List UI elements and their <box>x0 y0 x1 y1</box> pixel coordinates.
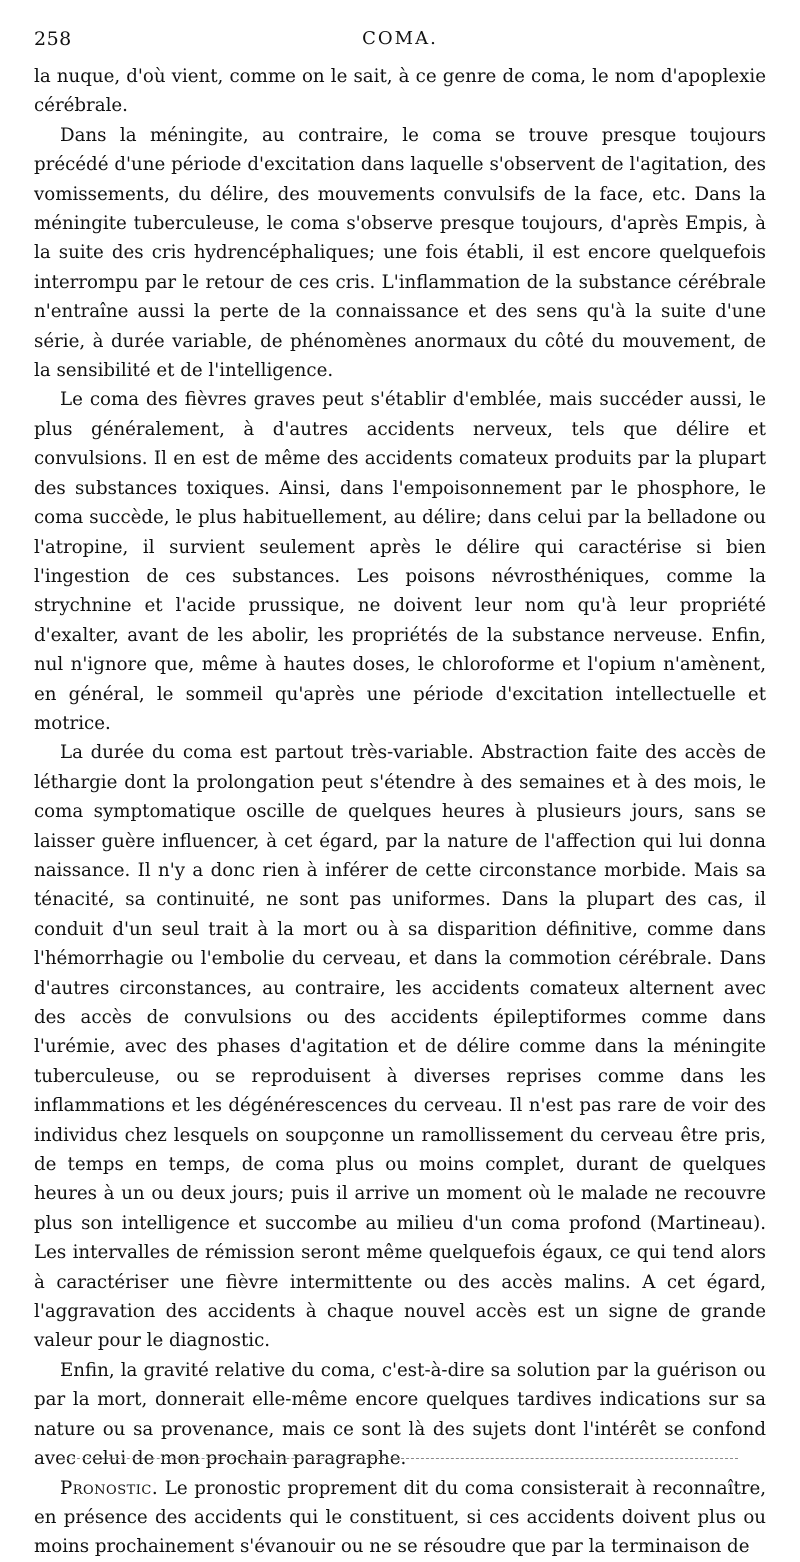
paragraph-continuation <box>34 62 766 121</box>
section-heading-pronostic: Pronostic. <box>60 1477 159 1499</box>
paragraph-gravite <box>34 1356 766 1474</box>
body-text <box>34 62 766 1562</box>
paragraph-text: Le pronostic proprement dit du coma consisterait à reconnaître, en présence des accidents qui le constituent, si ces accidents doivent plus ou moins prochainement s'évanouir ou ne se résoudre que par la terminaison de <box>34 1477 766 1558</box>
paragraph-text: Enfin, la gravité relative du coma, c'est-à-dire sa solution par la guérison ou par la mort, donnerait elle-même encore quelques tardives indications sur sa nature ou sa provenance, mais ce sont là des sujets dont l'intérêt se confond avec celui de mon prochain paragraphe. <box>34 1359 766 1470</box>
paragraph-text: La durée du coma est partout très-variable. Abstraction faite des accès de léthargie dont la prolongation peut s'étendre à des semaines et à des mois, le coma symptomatique oscille de quelques heures à plusieurs jours, sans se laisser guère influencer, à cet égard, par la nature de l'affection qui lui donna naissance. Il n'y a donc rien à inférer de cette circonstance morbide. Mais sa ténacité, sa continuité, ne sont pas uniformes. Dans la plupart des cas, il conduit d'un seul trait à la mort ou à sa disparition définitive, comme dans l'hémorrhagie ou l'embolie du cerveau, et dans la commotion cérébrale. Dans d'autres circonstances, au contraire, les accidents comateux alternent avec des accès de convulsions ou des accidents épileptiformes comme dans l'urémie, avec des phases d'agitation et de délire comme dans la méningite tuberculeuse, ou se reproduisent à diverses reprises comme dans les inflammations et les dégénérescences du cerveau. Il n'est pas rare de voir des individus chez lesquels on soupçonne un ramollissement du cerveau être pris, de temps en temps, de coma plus ou moins complet, durant de quelques heures à un ou deux jours; puis il arrive un moment où le malade ne recouvre plus son intelligence et succombe au milieu d'un coma profond (Martineau). Les intervalles de rémission seront même quelquefois égaux, ce qui tend alors à caractériser une fièvre intermittente ou des accès malins. A cet égard, l'aggravation des accidents à chaque nouvel accès est un signe de grande valeur pour le diagnostic. <box>34 742 766 1352</box>
running-title: COMA. <box>362 28 438 49</box>
page-number: 258 <box>34 28 72 50</box>
paragraph-pronostic <box>34 1474 766 1562</box>
paragraph-text: Le coma des fièvres graves peut s'établir d'emblée, mais succéder aussi, le plus généralement, à d'autres accidents nerveux, tels que délire et convulsions. Il en est de même des accidents comateux produits par la plupart des substances toxiques. Ainsi, dans l'empoisonnement par le phosphore, le coma succède, le plus habituellement, au délire; dans celui par la belladone ou l'atropine, il survient seulement après le délire qui caractérise si bien l'ingestion de ces substances. Les poisons névrosthéniques, comme la strychnine et l'acide prussique, ne doivent leur nom qu'à leur propriété d'exalter, avant de les abolir, les propriétés de la substance nerveuse. Enfin, nul n'ignore que, même à hautes doses, le chloroforme et l'opium n'amènent, en général, le sommeil qu'après une période d'excitation intellectuelle et motrice. <box>34 389 766 734</box>
paragraph-meningite <box>34 121 766 386</box>
paragraph-text: Dans la méningite, au contraire, le coma se trouve presque toujours précédé d'une période d'excitation dans laquelle s'observent de l'agitation, des vomissements, du délire, des mouvements convulsifs de la face, etc. Dans la méningite tuberculeuse, le coma s'observe presque toujours, d'après Empis, à la suite des cris hydrencéphaliques; une fois établi, il est encore quelquefois interrompu par le retour de ces cris. L'inflammation de la substance cérébrale n'entraîne aussi la perte de la connaissance et des sens qu'à la suite d'une série, à durée variable, de phénomènes anormaux du côté du mouvement, de la sensibilité et de l'intelligence. <box>34 124 766 382</box>
paragraph-text: la nuque, d'où vient, comme on le sait, à ce genre de coma, le nom d'apoplexie cérébrale. <box>34 66 766 117</box>
paragraph-duree-du-coma <box>34 738 766 1356</box>
footer-dashed-rule <box>62 1458 738 1459</box>
page-header <box>34 28 766 58</box>
paragraph-fievres-graves <box>34 385 766 738</box>
